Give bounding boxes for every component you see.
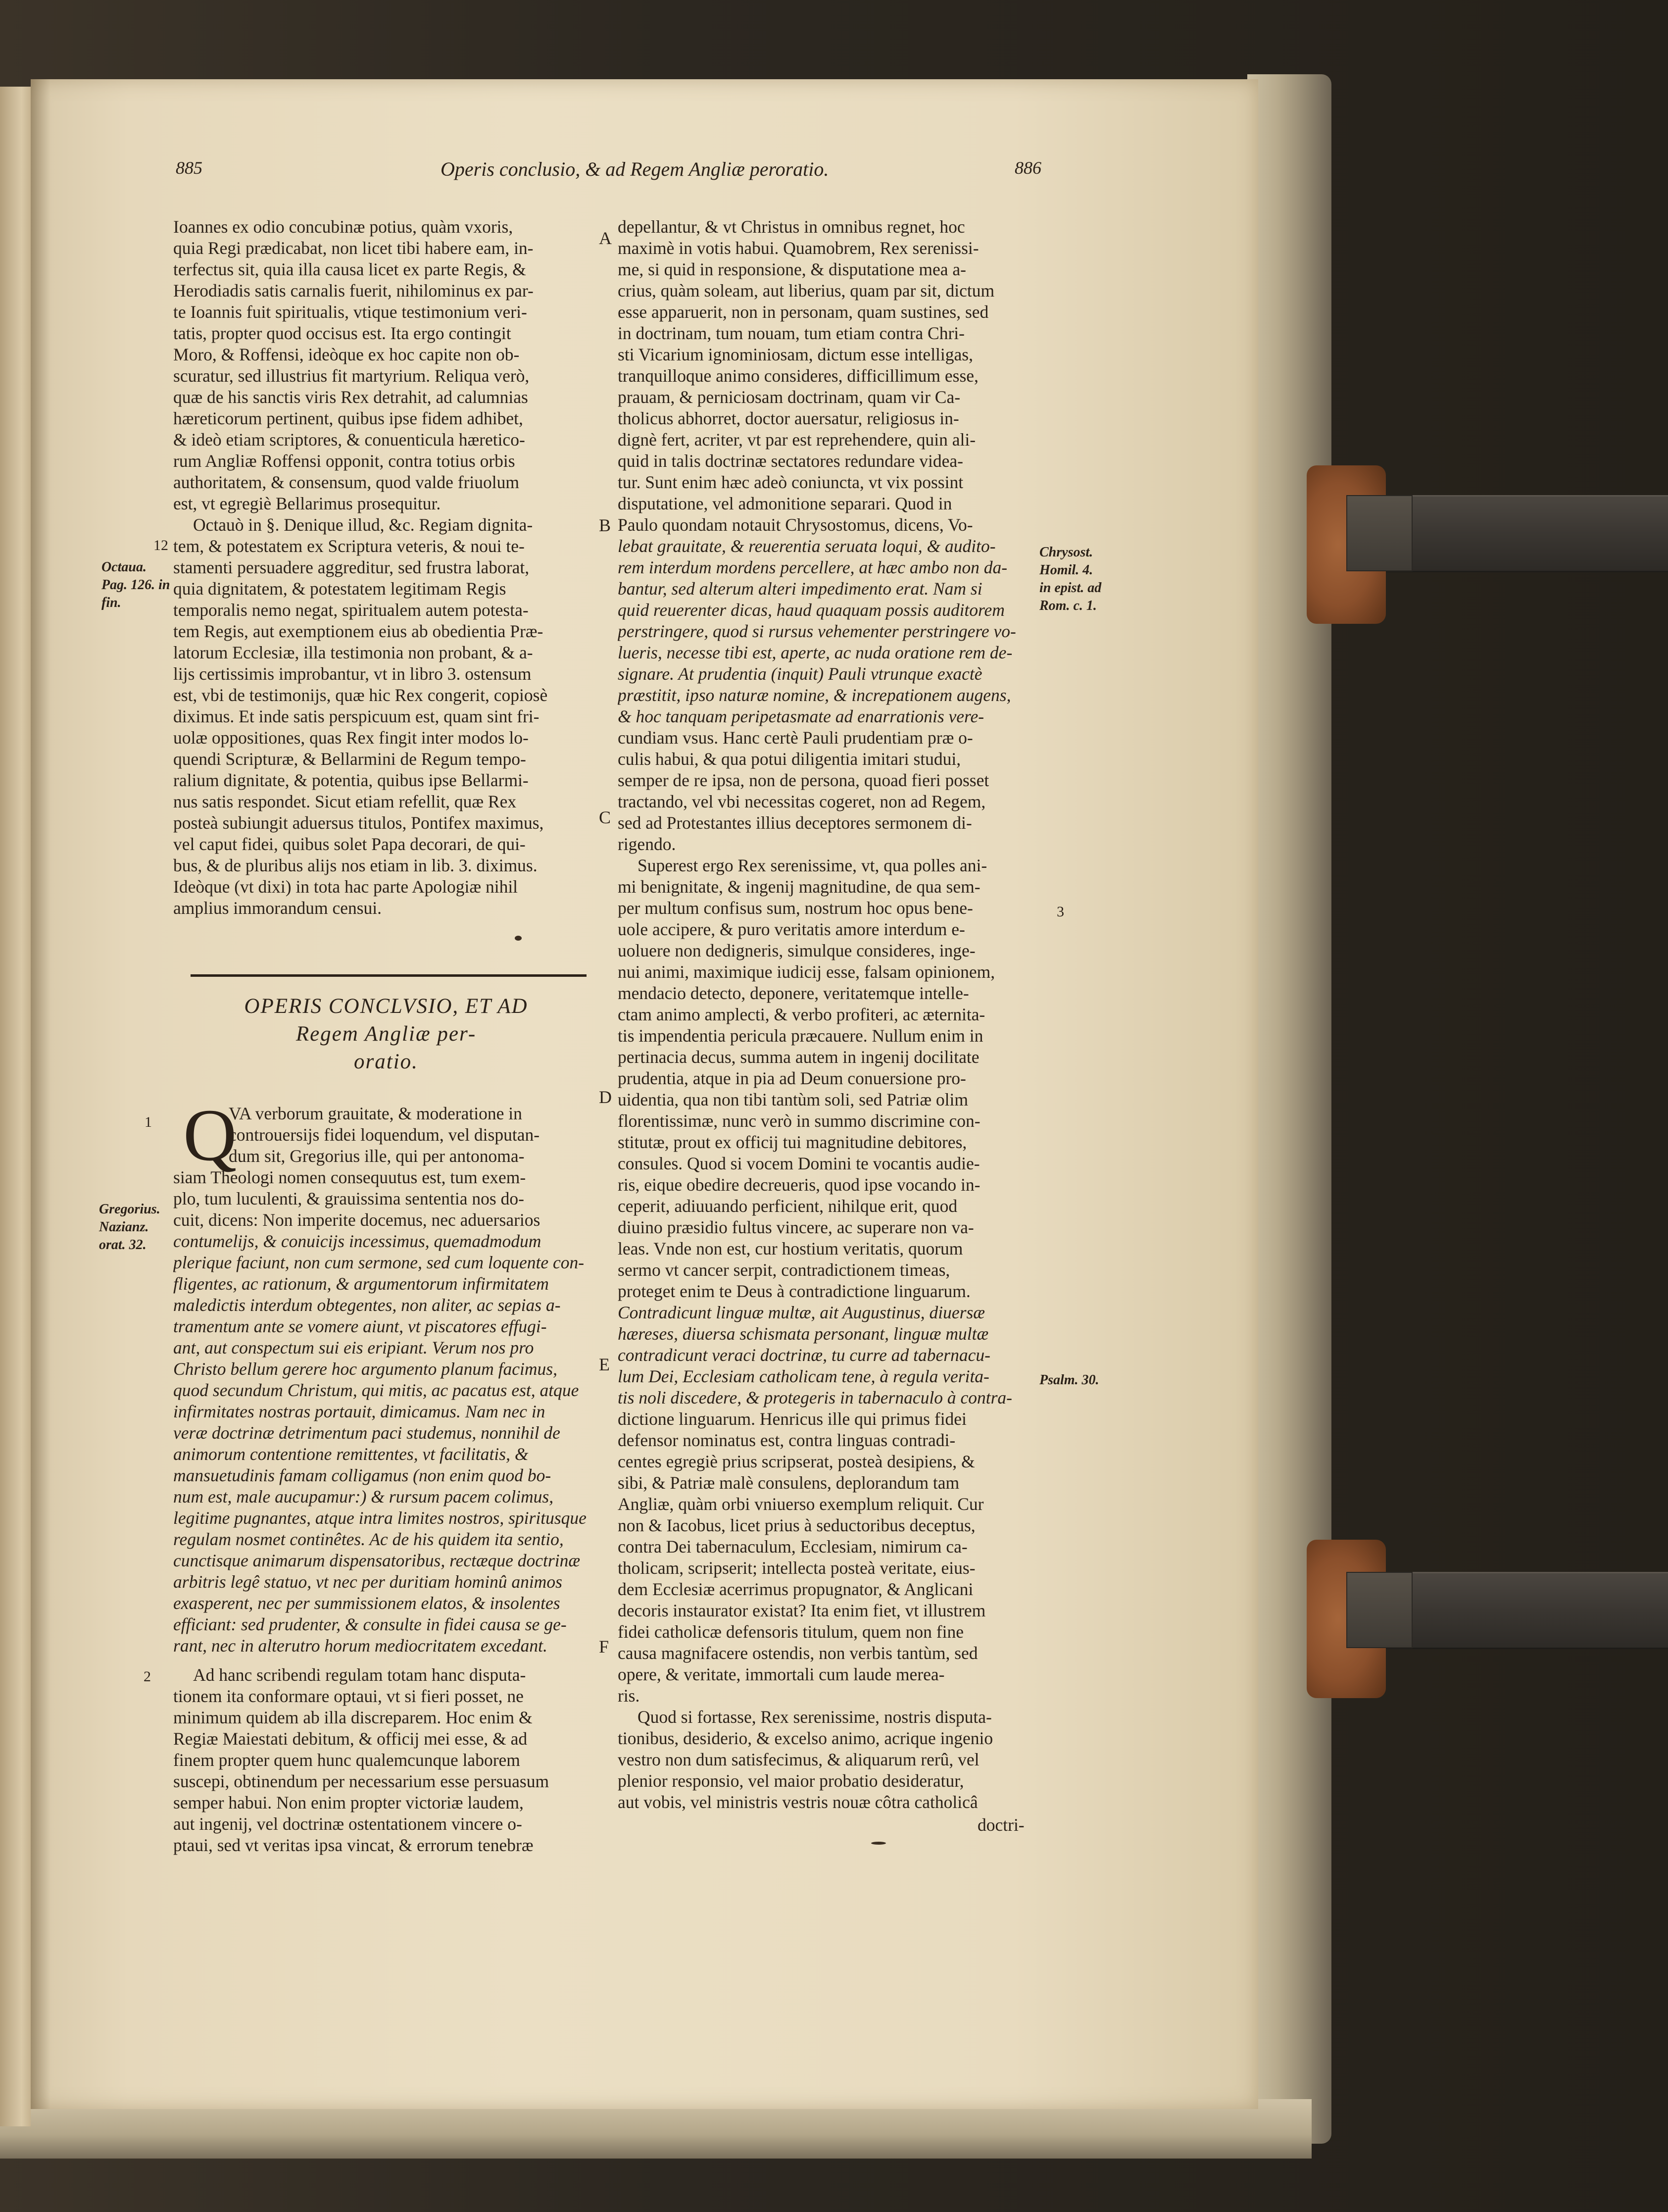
text-line: num est, male aucupamur:) & rursum pacem colimus, [173,1487,554,1507]
section-rule [191,974,587,977]
text-line: siam Theologi nomen consequutus est, tum exem- [173,1167,526,1187]
text-line: Moro, & Roffensi, ideòque ex hoc capite non ob- [173,345,520,364]
text-line: uoluere non dedigneris, simulque consideres, inge- [618,941,976,960]
text-line: rem interdum mordens percellere, at hæc ambo non da- [618,557,1008,577]
text-line: contra Dei tabernaculum, Ecclesiam, nimirum ca- [618,1537,968,1557]
text-line: lebat grauitate, & reuerentia seruata loqui, & audito- [618,536,996,556]
text-line: tis noli discedere, & protegeris in tabernaculo à contra- [618,1388,1012,1408]
text-line: stitutæ, prout ex officij tui magnitudine debitores, [618,1132,967,1152]
text-line: Christo bellum gerere hoc argumento planum facimus, [173,1359,557,1379]
text-line: disputatione, vel admonitione separari. Quod in [618,494,952,513]
text-line: Quod si fortasse, Rex serenissime, nostris disputa- [638,1707,992,1727]
heading-line: Regem Angliæ per- [295,1022,477,1046]
text-line: temporalis nemo negat, spiritualem autem potesta- [173,600,529,620]
text-line: Superest ergo Rex serenissime, vt, qua polles ani- [638,855,987,875]
text-line: sed ad Protestantes illius deceptores sermonem di- [618,813,972,833]
text-line: vel caput fidei, quibus solet Papa decorari, de qui- [173,834,526,854]
text-line: lueris, necesse tibi est, aperte, ac nuda oratione rem de- [618,643,1013,662]
text-line: dum sit, Gregorius ille, qui per antonoma- [229,1146,525,1166]
text-line: stamenti persuadere aggreditur, sed frustra laborat, [173,557,530,577]
ink-speck [515,936,522,941]
text-line: ctam animo amplecti, & verbo profiteri, ac æternita- [618,1005,985,1024]
text-line: per multum confisus sum, nostrum hoc opus bene- [618,898,973,918]
text-line: centes egregiè prius scripserat, posteà desipiens, & [618,1452,975,1471]
text-line: Octauò in §. Denique illud, &c. Regiam dignita- [193,515,533,535]
text-line: diuino præsidio fultus vincere, ac superare non va- [618,1217,974,1237]
text-line: & ideò etiam scriptores, & conuenticula hæretico- [173,430,525,450]
text-line: tholicus abhorret, doctor auersatur, religiosus in- [618,408,959,428]
text-line: tur. Sunt enim hæc adeò coniuncta, vt vix possint [618,472,964,492]
text-line: exasperent, nec per summissionem elatos, & insolentes [173,1593,560,1613]
text-line: sibi, & Patriæ malè consulens, deplorandum tam [618,1473,960,1493]
margin-note-psalm: Psalm. 30. [1039,1372,1099,1388]
text-line: aut vobis, vel ministris vestris nouæ côtra catholicâ [618,1792,978,1812]
text-line: Ideòque (vt dixi) in tota hac parte Apologiæ nihil [173,877,518,897]
text-line: maledictis interdum obtegentes, non aliter, ac sepias a- [173,1295,561,1315]
text-line: quendi Scripturæ, & Bellarmini de Regum tempo- [173,749,526,769]
text-line: latorum Ecclesiæ, illa testimonia non probant, & a- [173,643,533,662]
text-line: terfectus sit, quia illa causa licet ex parte Regis, & [173,259,526,279]
text-line: uidentia, qua non tibi tantùm soli, sed Patriæ olim [618,1090,968,1109]
text-line: tis impendentia pericula præcauere. Nullum enim in [618,1026,983,1046]
text-line: VA verborum grauitate, & moderatione in [229,1104,522,1123]
note-line: Pag. 126. in [101,577,170,593]
text-line: quid in talis doctrinæ sectatores redundare videa- [618,451,963,471]
catchword: doctri- [978,1815,1025,1835]
paragraph-number: 1 [145,1114,152,1130]
text-line: uole accipere, & puro veritatis amore interdum e- [618,919,965,939]
text-line: tholicam, scripserit; intellecta posteà veritate, eius- [618,1558,976,1578]
text-line: lijs certissimis improbantur, vt in libro 3. ostensum [173,664,532,684]
conclusio-paragraph [173,1103,599,1657]
text-line: quia dignitatem, & potestatem legitimam Regis [173,579,506,599]
text-line: signare. At prudentia (inquit) Pauli vtrunque exactè [618,664,982,684]
section-marker: E [599,1355,610,1374]
text-line: fidei catholicæ defensoris titulum, quem non fine [618,1622,964,1642]
text-line: Contradicunt linguæ multæ, ait Augustinus, diuersæ [618,1303,985,1322]
text-line: plenior responsio, vel maior probatio desideratur, [618,1771,964,1791]
text-line: nus satis respondet. Sicut etiam refellit, quæ Rex [173,792,517,811]
text-line: mi benignitate, & ingenij magnitudine, de qua sem- [618,877,981,897]
text-line: tractando, vel vbi necessitas cogeret, non ad Regem, [618,792,986,811]
text-line: mansuetudinis famam colligamus (non enim quod bo- [173,1465,551,1485]
text-line: tionem ita conformare optaui, vt si fieri posset, ne [173,1686,524,1706]
text-line: defensor nominatus est, contra linguas contradi- [618,1430,956,1450]
text-line: plo, tum luculenti, & grauissima sententia nos do- [173,1189,524,1208]
heading-line: OPERIS CONCLVSIO, ET AD [244,995,528,1018]
text-line: est, vbi de testimonijs, quæ hic Rex congerit, copiosè [173,685,548,705]
running-head: Operis conclusio, & ad Regem Angliæ peroratio. [441,158,829,180]
margin-note-gregorius [99,1201,160,1254]
text-line: aut ingenij, vel doctrinæ ostentationem vincere o- [173,1814,522,1834]
text-line: contradicunt veraci doctrinæ, tu curre ad tabernacu- [618,1345,990,1365]
text-line: controuersijs fidei loquendum, vel disputan- [229,1125,540,1145]
note-line: Octaua. [101,559,147,575]
text-line: legitime pugnantes, atque intra limites nostros, spiritusque [173,1508,587,1528]
text-line: ceperit, adiuuando perficient, nihilque erit, quod [618,1196,958,1216]
section-marker: C [599,807,611,827]
text-line: veræ doctrinæ detrimentum paci studemus, nonnihil de [173,1423,560,1443]
text-line: rigendo. [618,834,676,854]
text-line: rant, nec in alterutro horum mediocritatem excedant. [173,1636,547,1656]
text-line: proteget enim te Deus à contradictione linguarum. [618,1281,971,1301]
paragraph-number: 12 [153,537,168,553]
text-line: vestro non dum satisfecimus, & aliquarum rerû, vel [618,1750,980,1769]
text-line: authoritatem, & consensum, quod valde friuolum [173,472,520,492]
text-line: tionibus, desiderio, & excelso animo, acrique ingenio [618,1728,993,1748]
text-line: cundiam vsus. Hanc certè Pauli prudentiam præ o- [618,728,973,748]
text-line: uolæ oppositiones, quas Rex fingit inter modos lo- [173,728,529,748]
text-line: suscepi, obtinendum per necessarium esse persuasum [173,1771,549,1791]
text-line: pertinacia decus, summa autem in ingenij docilitate [618,1047,980,1067]
text-line: diximus. Et inde satis perspicuum est, quam sint fri- [173,706,540,726]
text-line: ant, aut conspectum sui eis eripiant. Verum nos pro [173,1338,534,1357]
text-line: animorum contentione remittentes, vt facilitatis, & [173,1444,529,1464]
text-line: florentissimæ, nunc verò in summo discrimine con- [618,1111,981,1131]
text-line: in doctrinam, tum nouam, tum etiam contra Chri- [618,323,965,343]
note-line: in epist. ad [1039,580,1102,596]
text-line: contumelijs, & conuicijs incessimus, quemadmodum [173,1231,541,1251]
text-line: quod secundum Christum, qui mitis, ac pacatus est, atque [173,1380,579,1400]
ink-speck [871,1842,886,1845]
text-line: dignè fert, acriter, vt par est reprehendere, quin ali- [618,430,976,450]
text-line: præstitit, ipso naturæ nomine, & increpationem augens, [618,685,1011,705]
text-line: est, vt egregiè Bellarimus prosequitur. [173,494,441,513]
text-line: hæreticorum pertinent, quibus ipse fidem adhibet, [173,408,523,428]
text-line: infirmitates nostras portauit, dimicamus. Nam nec in [173,1402,545,1421]
note-line: fin. [101,595,121,610]
right-column [618,216,1038,1813]
text-line: tranquilloque animo consideres, difficillimum esse, [618,366,979,386]
paragraph-number: 3 [1057,904,1064,920]
margin-note-chrysost [1039,544,1101,615]
text-line: cuit, dicens: Non imperite docemus, nec aduersarios [173,1210,540,1230]
text-line: tem Regis, aut exemptionem eius ab obedientia Præ- [173,621,543,641]
text-line: tem, & potestatem ex Scriptura veteris, & noui te- [173,536,525,556]
text-line: te Ioannis fuit spiritualis, vtique testimonium veri- [173,302,527,322]
text-line: tatis, propter quod occisus est. Ita ergo contingit [173,323,511,343]
text-line: cunctisque animarum dispensatoribus, rectæque doctrinæ [173,1551,581,1570]
text-line: nui animi, maximique iudicij esse, falsam opinionem, [618,962,995,982]
text-line: & hoc tanquam peripetasmate ad enarrationis vere- [618,706,984,726]
section-marker: D [599,1087,612,1107]
text-line: bantur, sed alterum alteri impedimento erat. Nam si [618,579,982,599]
text-line: ralium dignitate, & potentia, quibus ipse Bellarmi- [173,770,529,790]
gutter-shadow [31,79,50,2109]
note-line: Rom. c. 1. [1039,598,1097,613]
section-marker: B [599,515,611,535]
text-line: non & Iacobus, licet prius à seductoribus deceptus, [618,1515,976,1535]
text-line: causa magnifacere ostendis, non verbis tantùm, sed [618,1643,978,1663]
text-line: prudentia, atque in pia ad Deum conuersione pro- [618,1068,966,1088]
note-line: Gregorius. [99,1202,160,1217]
upper-clasp-plate [1346,495,1413,571]
text-line: semper de re ipsa, non de persona, quoad fieri posset [618,770,989,790]
text-line: quid reuerenter dicas, haud quaquam possis auditorem [618,600,1005,620]
text-line: fligentes, ac rationum, & argumentorum infirmitatem [173,1274,549,1294]
text-line: Herodiadis satis carnalis fuerit, nihilominus ex par- [173,281,534,301]
left-bottom-paragraph [173,1664,599,1856]
text-line: culis habui, & qua potui diligentia imitari studui, [618,749,961,769]
text-line: ris, eique obedire decreueris, quod ipse vocando in- [618,1175,981,1195]
text-line: dem Ecclesiæ acerrimus propugnator, & Anglicani [618,1579,974,1599]
text-line: ptaui, sed vt veritas ipsa vincat, & errorum tenebræ [173,1835,534,1855]
text-line: Ioannes ex odio concubinæ potius, quàm vxoris, [173,217,513,237]
text-line: Paulo quondam notauit Chrysostomus, dicens, Vo- [618,515,973,535]
paragraph-number: 2 [144,1668,151,1685]
text-line: lum Dei, Ecclesiam catholicam tene, à regula verita- [618,1366,989,1386]
text-line: me, si quid in responsione, & disputatione mea a- [618,259,966,279]
note-line: Homil. 4. [1039,562,1093,578]
note-line: Nazianz. [99,1219,149,1235]
note-line: orat. 32. [99,1237,147,1253]
text-line: perstringere, quod si rursus vehementer perstringere vo- [618,621,1016,641]
text-line: minimum quidem ab illa discreparem. Hoc enim & [173,1708,533,1727]
book-fore-edge [1247,74,1331,2144]
text-line: prauam, & perniciosam doctrinam, quam vir Ca- [618,387,961,407]
text-line: posteà subiungit aduersus titulos, Pontifex maximus, [173,813,544,833]
text-line: quia Regi prædicabat, non licet tibi habere eam, in- [173,238,534,258]
text-line: efficiant: sed prudenter, & consulte in fidei causa se ge- [173,1614,567,1634]
text-line: maximè in votis habui. Quamobrem, Rex serenissi- [618,238,979,258]
facing-page-edge [0,87,31,2126]
text-line: quæ de his sanctis viris Rex detrahit, ad calumnias [173,387,528,407]
folio-right: 886 [1015,158,1041,178]
left-column-top [173,216,599,919]
text-line: mendacio detecto, deponere, veritatemque intelle- [618,983,969,1003]
text-line: Regiæ Maiestati debitum, & officij mei esse, & ad [173,1729,528,1749]
folio-left: 885 [176,158,202,178]
note-line: Chrysost. [1039,545,1093,560]
text-line: sti Vicarium ignominiosam, dictum esse intelligas, [618,345,973,364]
section-marker: F [599,1637,609,1657]
text-line: opere, & veritate, immortali cum laude merea- [618,1664,945,1684]
text-line: leas. Vnde non est, cur hostium veritatis, quorum [618,1239,963,1258]
text-line: depellantur, & vt Christus in omnibus regnet, hoc [618,217,965,237]
section-marker: A [599,228,612,248]
text-line: hæreses, diuersa schismata personant, linguæ multæ [618,1324,989,1344]
text-line: rum Angliæ Roffensi opponit, contra totius orbis [173,451,515,471]
text-line: bus, & de pluribus alijs nos etiam in lib. 3. diximus. [173,855,538,875]
text-line: scuratur, sed illustrius fit martyrium. Reliqua verò, [173,366,530,386]
text-line: crius, quàm soleam, aut liberius, quam par sit, dictum [618,281,995,301]
lower-clasp-plate [1346,1572,1413,1648]
text-line: esse apparuerit, non in personam, quam sustines, sed [618,302,989,322]
text-line: dictione linguarum. Henricus ille qui primus fidei [618,1409,967,1429]
section-heading [188,993,584,1076]
margin-note-octaua [101,558,170,612]
heading-line: oratio. [354,1050,418,1073]
text-line: Ad hanc scribendi regulam totam hanc disputa- [193,1665,526,1685]
text-line: decoris instaurator existat? Ita enim fiet, vt illustrem [618,1601,986,1620]
text-line: tramentum ante se vomere aiunt, vt piscatores effugi- [173,1316,547,1336]
text-line: regulam nosmet continêtes. Ac de his quidem ita sentio, [173,1529,564,1549]
text-line: arbitris legê statuo, vt nec per duritiam hominû animos [173,1572,562,1592]
drop-cap: Q [183,1094,237,1176]
text-line: semper habui. Non enim propter victoriæ laudem, [173,1793,524,1812]
text-line: Angliæ, quàm orbi vniuerso exemplum reliquit. Cur [618,1494,984,1514]
text-line: ris. [618,1686,640,1706]
text-line: amplius immorandum censui. [173,898,382,918]
text-line: plerique faciunt, non cum sermone, sed cum loquente con- [173,1253,585,1272]
text-line: finem propter quem hunc qualemcunque laborem [173,1750,520,1770]
text-line: sermo vt cancer serpit, contradictionem timeas, [618,1260,950,1280]
text-line: consules. Quod si vocem Domini te vocantis audie- [618,1154,980,1173]
